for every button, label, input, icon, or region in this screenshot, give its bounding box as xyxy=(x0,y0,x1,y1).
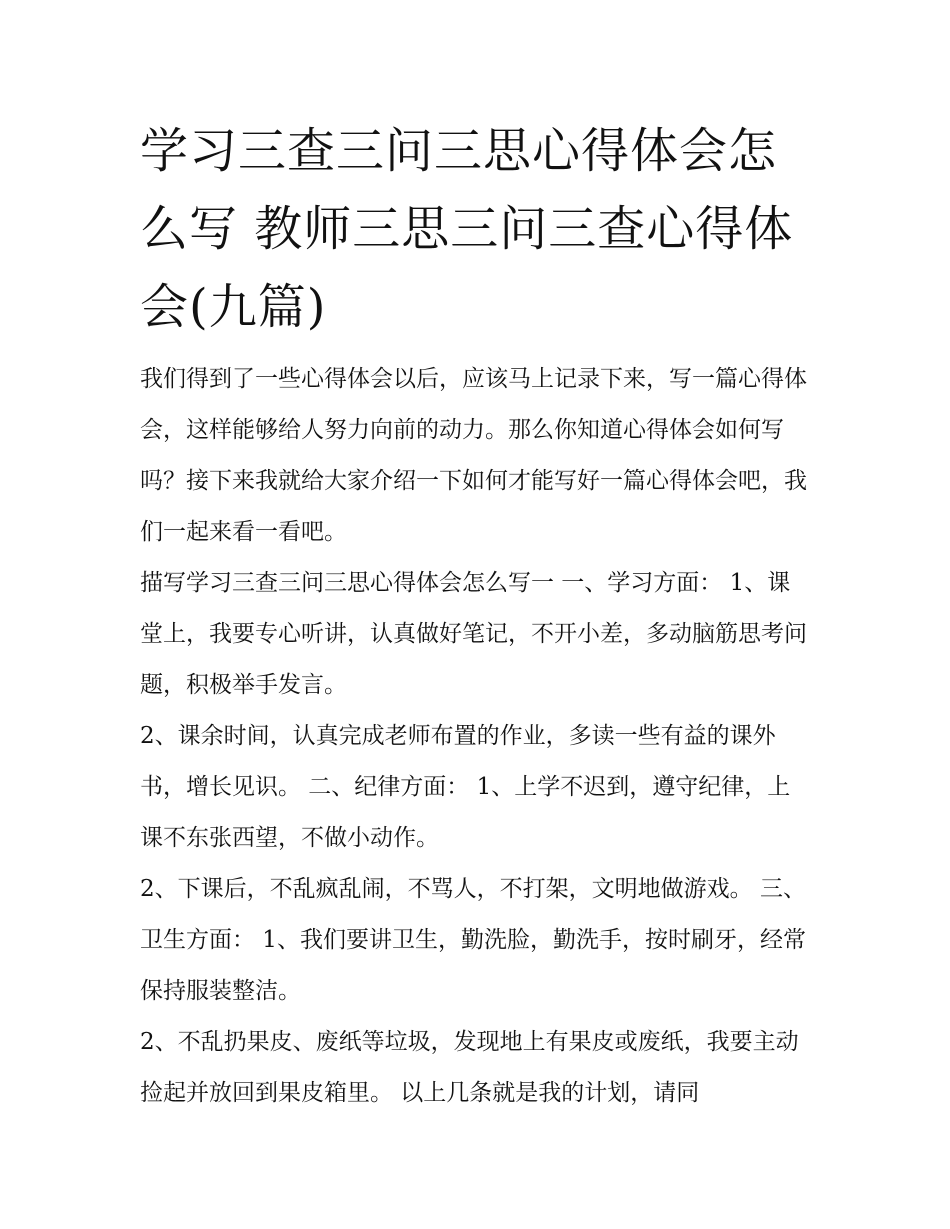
document-title: 学习三查三问三思心得体会怎么写 教师三思三问三查心得体会(九篇) xyxy=(140,123,794,335)
paragraph-study: 描写学习三查三问三思心得体会怎么写一 一、学习方面： 1、课堂上，我要专心听讲，认真做好笔记，不开小差，多动脑筋思考问题，积极举手发言。 xyxy=(140,570,807,698)
paragraph-behavior-hygiene: 2、下课后，不乱疯乱闹，不骂人，不打架，文明地做游戏。 三、卫生方面： 1、我们要讲卫生，勤洗脸，勤洗手，按时刷牙，经常保持服装整洁。 xyxy=(140,876,806,1004)
paragraph-intro: 我们得到了一些心得体会以后，应该马上记录下来，写一篇心得体会，这样能够给人努力向前的动力。那么你知道心得体会如何写吗？接下来我就给大家介绍一下如何才能写好一篇心得体会吧，我们一起来看一看吧。 xyxy=(140,366,807,545)
document-body xyxy=(140,354,812,1119)
document-content xyxy=(140,112,812,1119)
paragraph-homework-discipline: 2、课余时间，认真完成老师布置的作业，多读一些有益的课外书，增长见识。 二、纪律方面： 1、上学不迟到，遵守纪律，上课不东张西望，不做小动作。 xyxy=(140,723,791,851)
paragraph-litter: 2、不乱扔果皮、废纸等垃圾，发现地上有果皮或废纸，我要主动捡起并放回到果皮箱里。 以上几条就是我的计划，请同 xyxy=(140,1029,799,1106)
